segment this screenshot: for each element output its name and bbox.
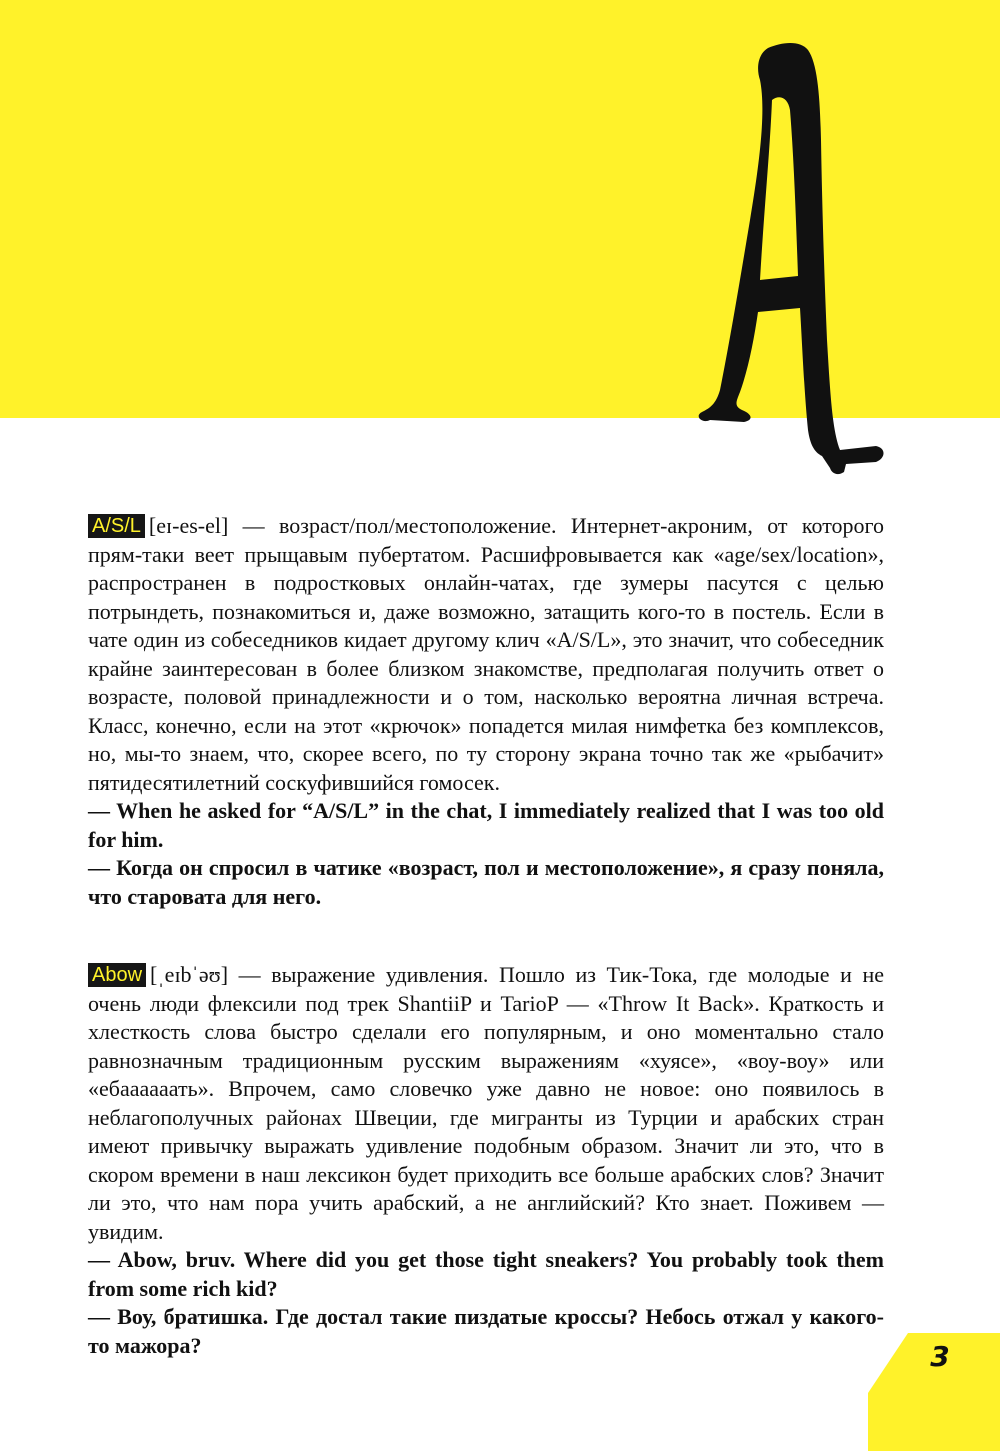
example-english: — Abow, bruv. Where did you get those tight sneakers? You probably took them from some rich kid? (88, 1247, 884, 1301)
chapter-letter-a (690, 40, 900, 480)
dictionary-entry-abow (88, 961, 884, 1360)
example-english: — When he asked for “A/S/L” in the chat, I immediately realized that I was too old for him. (88, 798, 884, 852)
definition-text: [ˌeɪbˈəʊ] — выражение удивления. Пошло из Тик-Тока, где молодые и не очень люди флексили под трек ShantiiP и TarioP — «Throw It Back». Краткость и хлесткость слова быстро сделали его популярным, и оно моментально стало равнозначным традиционным русским выражениям «хуясе», «воу-воу» или «ебаааааать». Впрочем, само словечко уже давно не новое: оно появилось в неблагополучных районах Швеции, где мигранты из Турции и арабских стран имеют привычку выражать удивление подобным образом. Значит ли это, что в скором времени в наш лексикон будет приходить все больше арабских слов? Значит ли это, что нам пора учить арабский, а не английский? Кто знает. Поживем — увидим. (88, 962, 884, 1244)
term-label: Abow (88, 963, 146, 987)
dictionary-entry-asl (88, 512, 884, 911)
entry-definition (88, 961, 884, 1246)
page-number: 3 (930, 1340, 950, 1373)
entry-definition (88, 512, 884, 797)
term-label: A/S/L (88, 514, 145, 538)
definition-text: [eɪ-es-el] — возраст/пол/местоположение. Интернет-акроним, от которого прям-таки веет прыщавым пубертатом. Расшифровывается как «age/sex/location», распространен в подростковых онлайн-чатах, где зумеры пасутся с целью потрындеть, познакомиться и, даже возможно, затащить кого-то в постель. Если в чате один из собеседников кидает другому клич «A/S/L», это значит, что собеседник крайне заинтересован в более близком знакомстве, предполагая получить ответ о возрасте, половой принадлежности и о том, насколько вероятна личная встреча. Класс, конечно, если на этот «крючок» попадется милая нимфетка без комплексов, но, мы-то знаем, что, скорее всего, по ту сторону экрана точно так же «рыбачит» пятидесятилетний соскуфившийся гомосек. (88, 513, 884, 795)
example-russian: — Когда он спросил в чатике «возраст, пол и местоположение», я сразу поняла, что старовата для него. (88, 855, 884, 909)
example-russian: — Воу, братишка. Где достал такие пиздатые кроссы? Небось отжал у какого-то мажора? (88, 1304, 884, 1358)
